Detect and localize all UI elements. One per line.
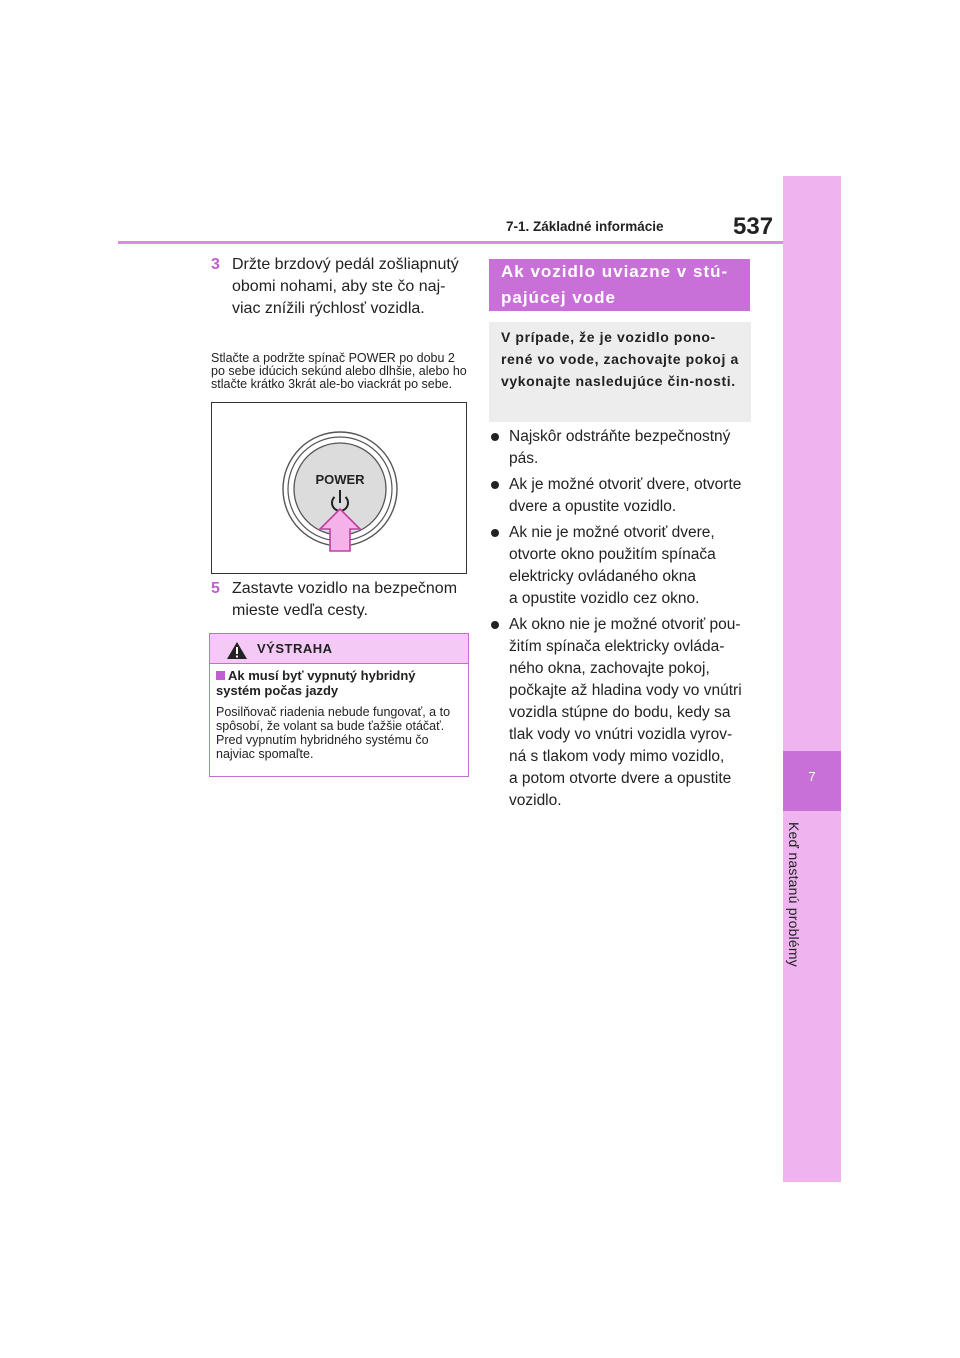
power-button-figure	[211, 402, 467, 574]
warning-header	[210, 634, 468, 664]
intro-box	[489, 322, 751, 422]
list-item: Ak je možné otvoriť dvere, otvorte dvere a opustite vozidlo.	[489, 474, 751, 518]
page-number: 537	[733, 213, 774, 240]
header-rule	[118, 241, 783, 244]
bullet-dot-icon	[491, 621, 499, 629]
warning-subtitle: Ak musí byť vypnutý hybridný systém počas jazdy	[216, 668, 416, 698]
power-button-label: POWER	[315, 472, 365, 487]
step-note: Stlačte a podržte spínač POWER po dobu 2 po sebe idúcich sekúnd alebo dlhšie, alebo ho stlačte krátko 3krát ale-bo viackrát po sebe.	[211, 351, 467, 391]
step-3	[211, 254, 471, 344]
warning-body: Posilňovač riadenia nebude fungovať, a to spôsobí, že volant sa bude ťažšie otáčať. Pred vypnutím hybridného systému čo najviac spomaľte.	[216, 705, 451, 761]
step-text: Držte brzdový pedál zošliapnutý obomi nohami, aby ste čo naj-viac znížili rýchlosť vozidla.	[232, 256, 459, 317]
section-title: 7-1. Základné informácie	[506, 219, 664, 234]
power-button-illustration	[212, 403, 466, 573]
step-5	[211, 578, 471, 624]
square-bullet-icon	[216, 671, 225, 680]
section-heading-box	[489, 259, 750, 311]
list-item: Najskôr odstráňte bezpečnostný pás.	[489, 426, 751, 470]
warning-title: VÝSTRAHA	[257, 641, 333, 656]
chapter-number: 7	[808, 769, 816, 784]
warning-box	[209, 633, 469, 777]
intro-text: V prípade, že je vozidlo pono-rené vo vode, zachovajte pokoj a vykonajte nasledujúce čin-nosti.	[501, 329, 739, 389]
warning-triangle-icon	[226, 641, 248, 660]
chapter-label: Keď nastanú problémy	[786, 822, 802, 967]
step-text: Zastavte vozidlo na bezpečnom mieste vedľa cesty.	[232, 580, 458, 619]
list-item: Ak okno nie je možné otvoriť pou- žitím spínača elektricky ovláda- ného okna, zachovajte pokoj, počkajte až hladina vody vo vnútri vozidla stúpne do bodu, kedy sa tlak vody vo vnútri vozidla vyrov- ná s tlakom vody mimo vozidlo, a potom otvorte dvere a opustite vozidlo.	[489, 614, 751, 812]
bullet-dot-icon	[491, 433, 499, 441]
bullet-dot-icon	[491, 529, 499, 537]
section-heading: Ak vozidlo uviazne v stú-pajúcej vode	[501, 262, 729, 307]
bullet-list	[489, 426, 751, 816]
list-item: Ak nie je možné otvoriť dvere, otvorte okno použitím spínača elektricky ovládaného okna a opustite vozidlo cez okno.	[489, 522, 751, 610]
step-number: 5	[211, 580, 220, 597]
step-number: 3	[211, 256, 220, 273]
chapter-side-tab	[783, 176, 841, 1182]
bullet-dot-icon	[491, 481, 499, 489]
